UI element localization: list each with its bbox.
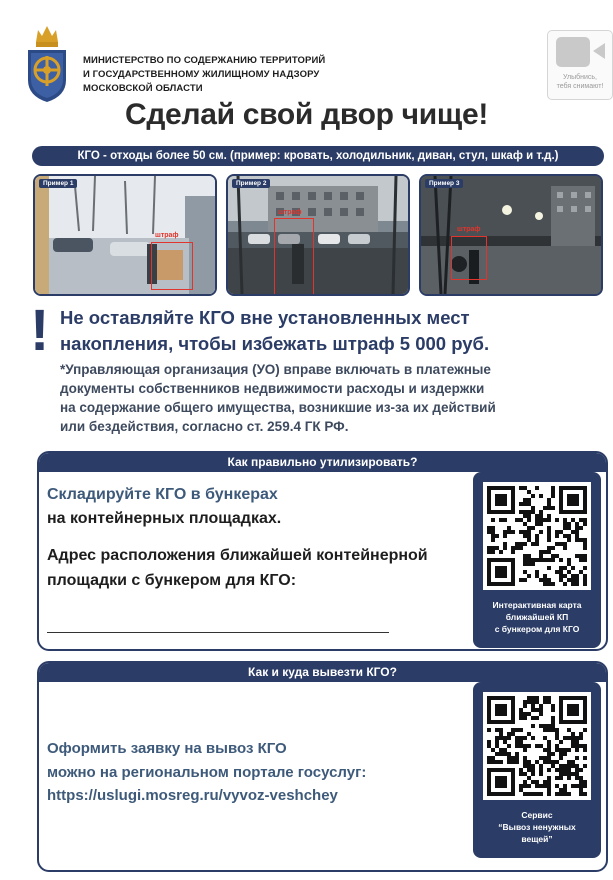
- ministry-line-3: МОСКОВСКОЙ ОБЛАСТИ: [83, 83, 203, 94]
- example-3-label: Пример 3: [425, 179, 463, 188]
- removal-instruction-line-2: можно на региональном портале госуслуг:: [47, 764, 367, 781]
- camera-sign-text: [548, 73, 612, 91]
- camera-sign-line-1: Улыбнись,: [563, 74, 597, 81]
- gosuslugi-link[interactable]: https://uslugi.mosreg.ru/vyvoz-veshchey: [47, 787, 338, 804]
- removal-section-header: Как и куда вывезти КГО?: [39, 663, 606, 682]
- ministry-line-2: И ГОСУДАРСТВЕННОМУ ЖИЛИЩНОМУ НАДЗОРУ: [83, 69, 320, 80]
- example-photo-2: [226, 174, 410, 296]
- disposal-instruction-line-1: Складируйте КГО в бункерах: [47, 486, 278, 503]
- example-2-highlight-box: [274, 218, 314, 296]
- warning-title-line-1: Не оставляйте КГО вне установленных мест: [60, 307, 470, 328]
- camera-sign: [547, 30, 613, 100]
- warning-note-line-1: *Управляющая организация (УО) вправе включать в платежные: [60, 362, 491, 377]
- map-qr-caption: [477, 599, 597, 635]
- service-qr-caption-line-2: “Вывоз ненужных: [498, 822, 576, 832]
- map-qr-panel: [473, 472, 601, 648]
- ministry-name: [83, 54, 343, 96]
- service-qr-caption-line-3: вещей”: [521, 834, 553, 844]
- service-qr-code[interactable]: [483, 692, 591, 800]
- ministry-line-1: МИНИСТЕРСТВО ПО СОДЕРЖАНИЮ ТЕРРИТОРИЙ: [83, 55, 326, 66]
- example-1-highlight-box: [151, 242, 193, 290]
- example-1-label: Пример 1: [39, 179, 77, 188]
- example-2-label: Пример 2: [232, 179, 270, 188]
- map-qr-caption-line-3: с бункером для КГО: [494, 624, 580, 634]
- service-qr-caption: [477, 809, 597, 845]
- service-qr-panel: [473, 682, 601, 858]
- warning-note-line-4: или бездействия, согласно ст. 259.4 ГК РФ.: [60, 419, 349, 434]
- map-qr-code[interactable]: [483, 482, 591, 590]
- disposal-instruction-line-2: на контейнерных площадках.: [47, 510, 282, 527]
- kgo-definition-bar: КГО - отходы более 50 см. (пример: кровать, холодильник, диван, стул, шкаф и т.д.): [32, 146, 604, 166]
- example-3-fine-tag: штраф: [457, 226, 481, 233]
- example-3-highlight-box: [451, 236, 487, 280]
- warning-note-line-2: документы собственников недвижимости расходы и издержки: [60, 381, 485, 396]
- address-write-in-line: [47, 632, 389, 633]
- disposal-section-header: Как правильно утилизировать?: [39, 453, 606, 472]
- map-qr-caption-line-2: ближайшей КП: [505, 612, 569, 622]
- exclamation-icon: !: [30, 298, 50, 363]
- warning-note-line-3: на содержание общего имущества, возникшие из-за их действий: [60, 400, 496, 415]
- warning-title-line-2: накопления, чтобы избежать штраф 5 000 руб.: [60, 333, 490, 354]
- warning-title: [60, 305, 580, 357]
- example-2-fine-tag: штраф: [278, 209, 302, 216]
- nearest-site-address-label: Адрес расположения ближайшей контейнерной площадки с бункером для КГО:: [47, 547, 428, 589]
- coat-of-arms-icon: [26, 20, 68, 104]
- example-photo-1: [33, 174, 217, 296]
- service-qr-caption-line-1: Сервис: [521, 810, 553, 820]
- removal-instruction-line-1: Оформить заявку на вывоз КГО: [47, 740, 287, 757]
- warning-note: [60, 360, 580, 436]
- map-qr-caption-line-1: Интерактивная карта: [492, 600, 582, 610]
- camera-sign-line-2: тебя снимают!: [556, 83, 604, 90]
- camera-lens-icon: [593, 43, 605, 59]
- page-title: Сделай свой двор чище!: [124, 98, 489, 131]
- example-photo-3: [419, 174, 603, 296]
- example-1-fine-tag: штраф: [155, 232, 179, 239]
- camera-icon: [556, 37, 590, 67]
